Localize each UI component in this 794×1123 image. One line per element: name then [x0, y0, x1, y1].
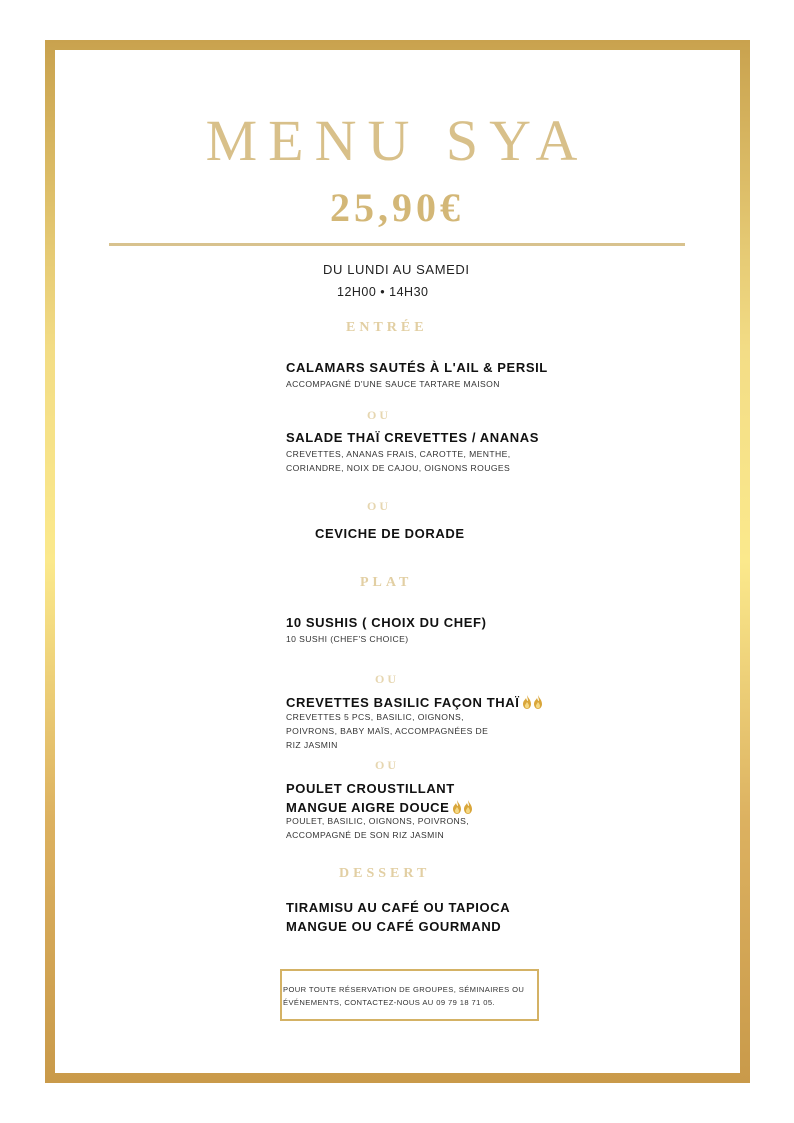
section-heading-dessert: DESSERT: [339, 866, 431, 881]
service-days: DU LUNDI AU SAMEDI: [323, 262, 470, 277]
dish-description: CORIANDRE, NOIX DE CAJOU, OIGNONS ROUGES: [286, 463, 511, 473]
section-heading-entree: ENTRÉE: [346, 320, 428, 335]
dessert-line: MANGUE OU CAFÉ GOURMAND: [286, 919, 502, 934]
dish-name-text: MANGUE AIGRE DOUCE: [286, 800, 450, 815]
dish-description: ACCOMPAGNÉ D'UNE SAUCE TARTARE MAISON: [286, 379, 500, 389]
dish-name: CALAMARS SAUTÉS À L'AIL & PERSIL: [286, 360, 548, 375]
dish-name-text: CREVETTES BASILIC FAÇON THAÏ: [286, 695, 520, 710]
flame-icon: [522, 695, 532, 714]
or-separator: OU: [367, 408, 391, 422]
or-separator: OU: [375, 672, 399, 686]
dish-description: RIZ JASMIN: [286, 740, 338, 750]
or-separator: OU: [375, 758, 399, 772]
dish-description: CREVETTES 5 PCS, BASILIC, OIGNONS,: [286, 712, 464, 722]
dish-description: POIVRONS, BABY MAÏS, ACCOMPAGNÉES DE: [286, 726, 489, 736]
flame-icon: [533, 695, 543, 714]
reservation-note-line: POUR TOUTE RÉSERVATION DE GROUPES, SÉMINAIRES OU: [283, 985, 525, 994]
dish-description: ACCOMPAGNÉ DE SON RIZ JASMIN: [286, 830, 445, 840]
dessert-line: TIRAMISU AU CAFÉ OU TAPIOCA: [286, 900, 511, 915]
dish-description: 10 SUSHI (CHEF'S CHOICE): [286, 634, 409, 644]
dish-name: CEVICHE DE DORADE: [315, 526, 465, 541]
menu-title: MENU SYA: [205, 108, 589, 173]
or-separator: OU: [367, 499, 391, 513]
menu-price: 25,90€: [330, 185, 464, 230]
dish-description: POULET, BASILIC, OIGNONS, POIVRONS,: [286, 816, 470, 826]
title-divider: [109, 243, 685, 246]
dish-name: 10 SUSHIS ( CHOIX DU CHEF): [286, 615, 487, 630]
reservation-note-line: ÉVÉNEMENTS, CONTACTEZ-NOUS AU 09 79 18 71 05.: [283, 998, 495, 1007]
dish-name: POULET CROUSTILLANT: [286, 781, 455, 796]
reservation-note: [283, 983, 545, 1009]
dish-name: SALADE THAÏ CREVETTES / ANANAS: [286, 430, 539, 445]
dish-description: CREVETTES, ANANAS FRAIS, CAROTTE, MENTHE,: [286, 449, 511, 459]
service-hours: 12H00 • 14H30: [337, 285, 429, 299]
section-heading-plat: PLAT: [360, 575, 413, 590]
